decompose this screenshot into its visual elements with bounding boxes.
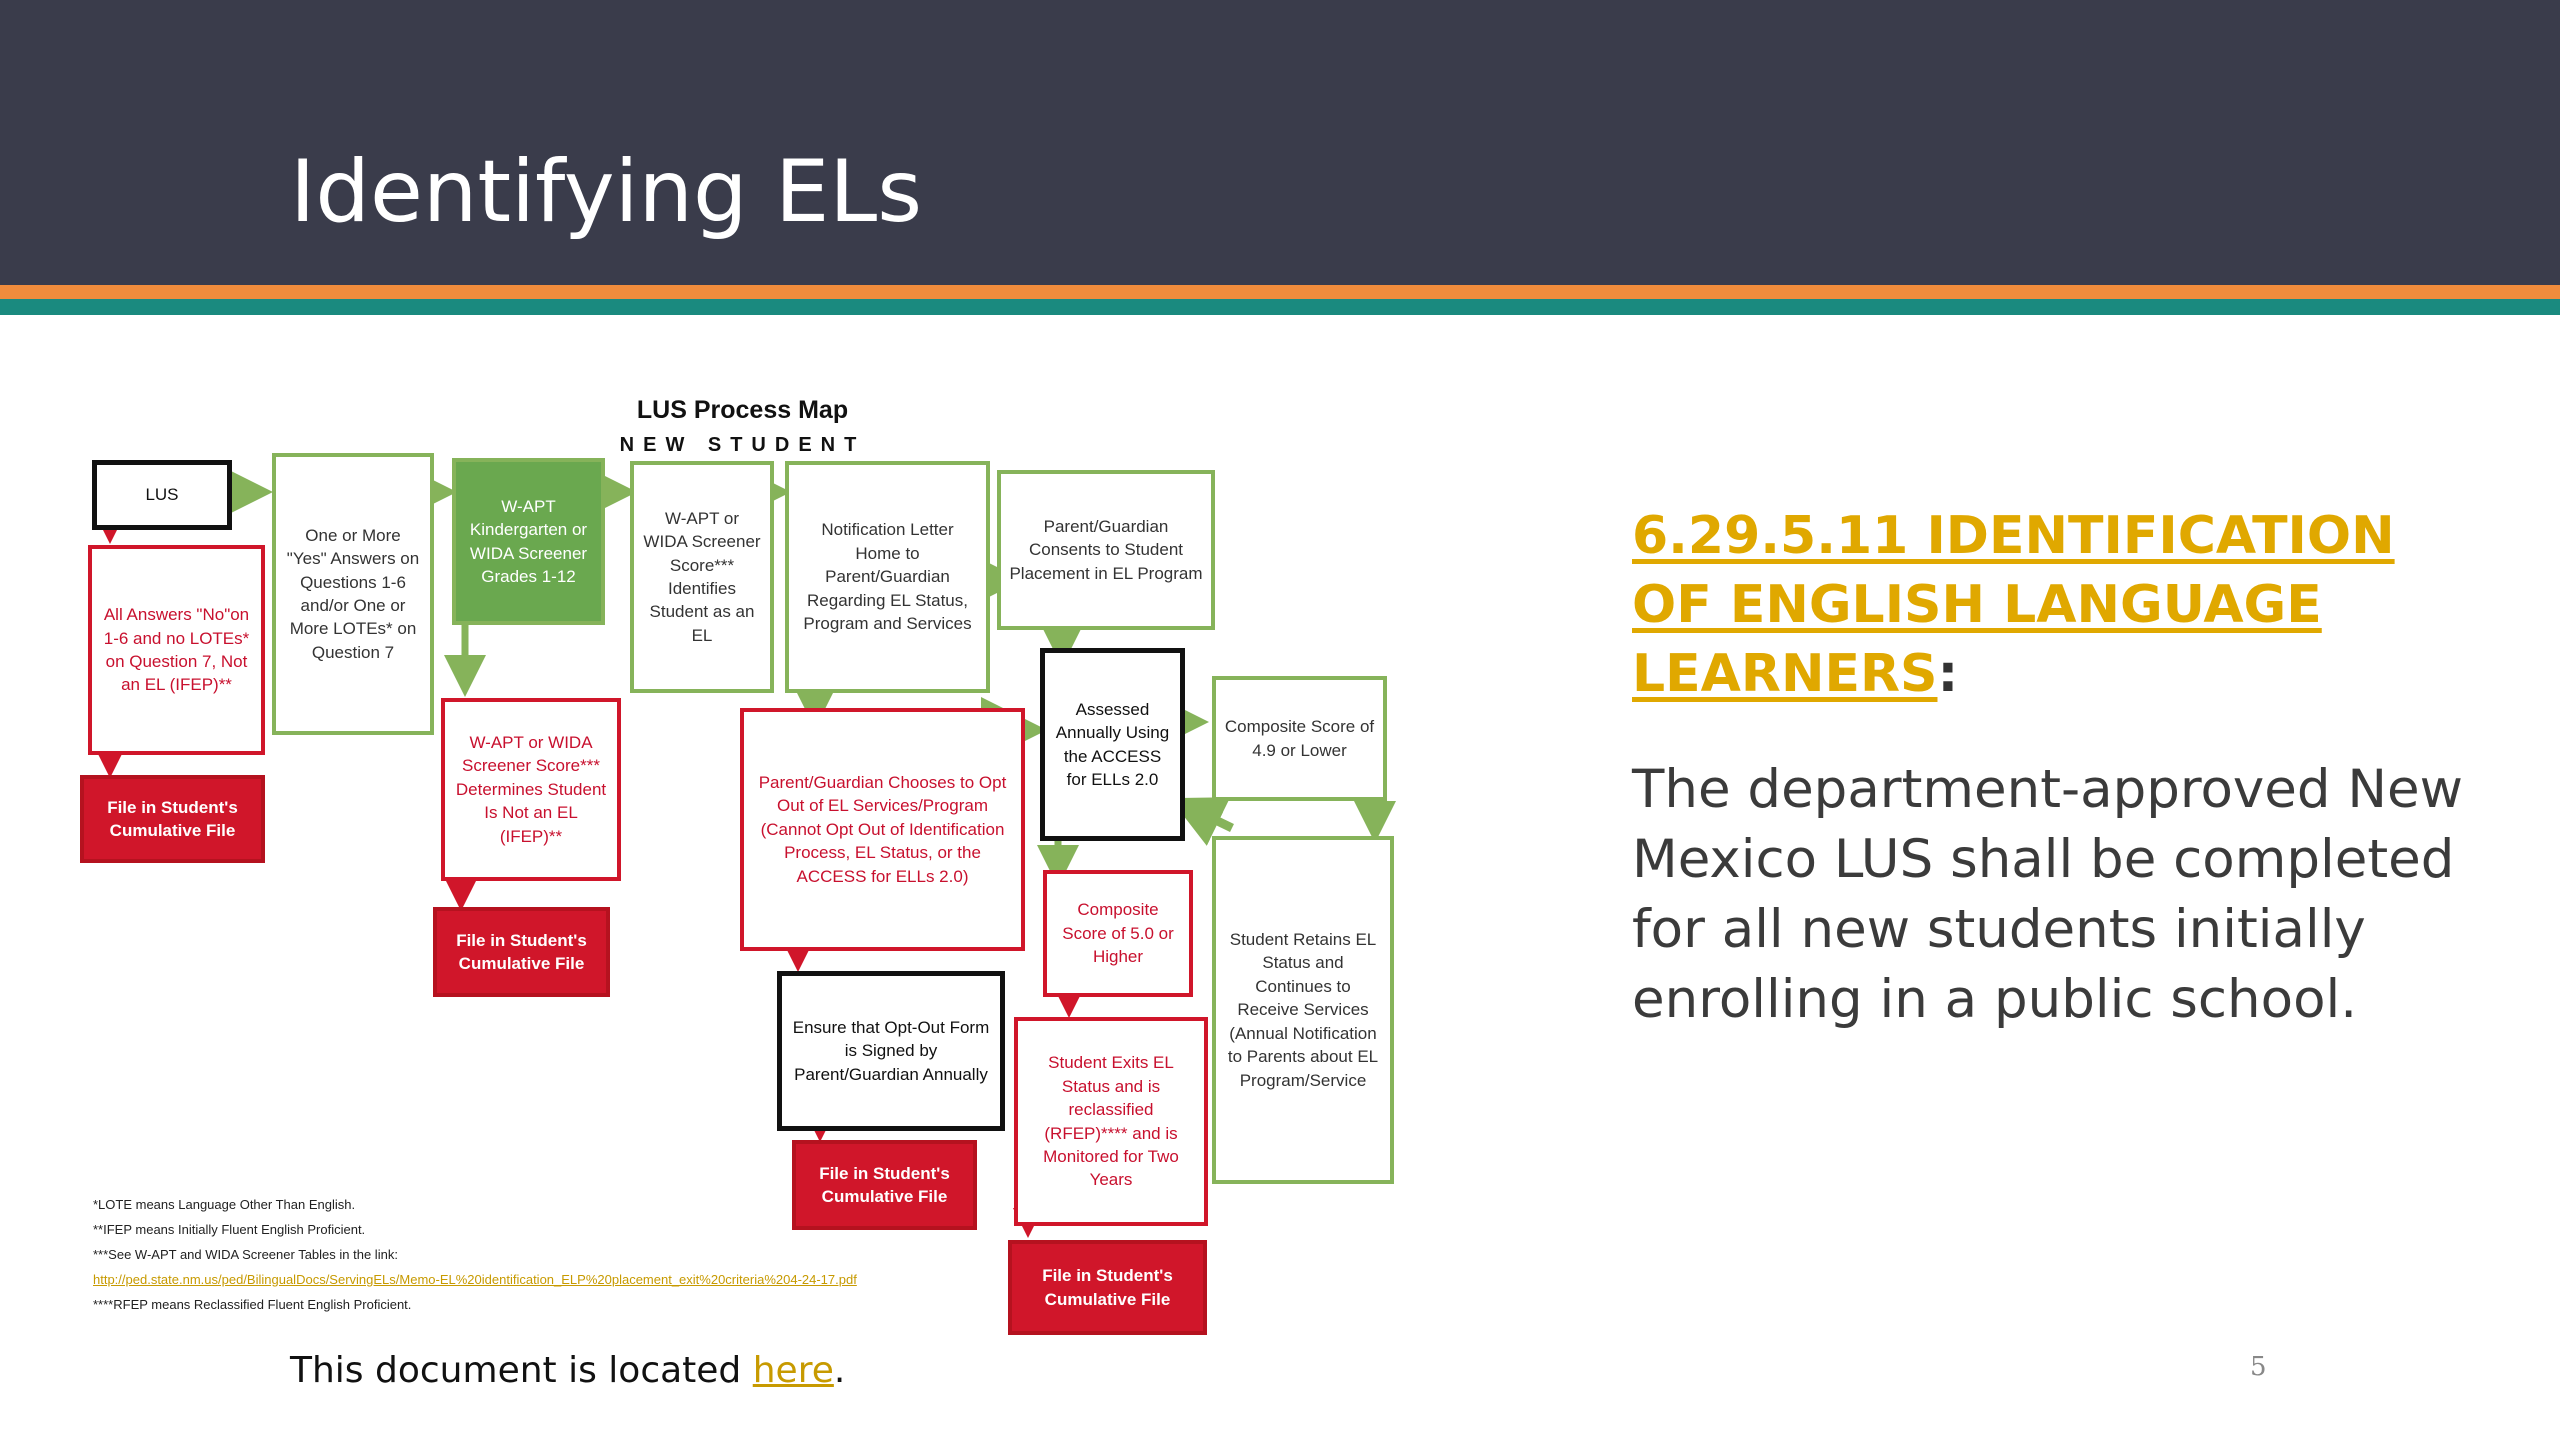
node-file-cumulative-3: File in Student's Cumulative File xyxy=(792,1140,977,1230)
process-map-title: LUS Process Map xyxy=(636,396,849,424)
footnote-ifep: **IFEP means Initially Fluent English Proficient. xyxy=(93,1222,366,1237)
process-map-footnotes xyxy=(93,1192,857,1317)
node-file-cumulative-1: File in Student's Cumulative File xyxy=(80,775,265,863)
rule-heading-colon: : xyxy=(1937,644,1959,704)
node-lus: LUS xyxy=(92,460,232,530)
node-ensure-opt-out: Ensure that Opt-Out Form is Signed by Parent/Guardian Annually xyxy=(777,971,1005,1131)
node-file-cumulative-2: File in Student's Cumulative File xyxy=(433,907,610,997)
node-opt-out: Parent/Guardian Chooses to Opt Out of EL Services/Program (Cannot Opt Out of Identification Process, EL Status, or the ACCESS for ELLs 2.0) xyxy=(740,708,1025,951)
node-identifies-el: W-APT or WIDA Screener Score*** Identifies Student as an EL xyxy=(630,461,774,693)
arrow-retains-to-assessed xyxy=(1178,802,1232,828)
node-assessed-annually: Assessed Annually Using the ACCESS for ELLs 2.0 xyxy=(1040,648,1185,841)
rule-body-text: The department-approved New Mexico LUS shall be completed for all new students initially enrolling in a public school. xyxy=(1632,759,2463,1030)
rule-heading-link[interactable]: 6.29.5.11 IDENTIFICATION OF ENGLISH LANGUAGE LEARNERS xyxy=(1632,506,2395,704)
node-not-an-el: W-APT or WIDA Screener Score*** Determines Student Is Not an EL (IFEP)** xyxy=(441,698,621,881)
page-number: 5 xyxy=(2250,1352,2267,1382)
document-location-note xyxy=(290,1350,845,1391)
rule-heading xyxy=(1632,502,2452,709)
node-wapt-screener: W-APT Kindergarten or WIDA Screener Grades 1-12 xyxy=(452,458,605,625)
footnote-tables: ***See W-APT and WIDA Screener Tables in the link: xyxy=(93,1247,398,1262)
node-composite-low: Composite Score of 4.9 or Lower xyxy=(1212,676,1387,801)
process-map-subtitle: NEW STUDENT xyxy=(619,434,866,456)
node-student-retains-el: Student Retains EL Status and Continues to Receive Services (Annual Notification to Parents about EL Program/Service xyxy=(1212,836,1394,1184)
node-student-exits: Student Exits EL Status and is reclassified (RFEP)**** and is Monitored for Two Years xyxy=(1014,1017,1208,1226)
node-parent-consents: Parent/Guardian Consents to Student Placement in EL Program xyxy=(997,470,1215,630)
node-one-or-more-yes: One or More "Yes" Answers on Questions 1-6 and/or One or More LOTEs* on Question 7 xyxy=(272,453,434,735)
node-file-cumulative-4: File in Student's Cumulative File xyxy=(1008,1240,1207,1335)
footnote-rfep: ****RFEP means Reclassified Fluent English Proficient. xyxy=(93,1297,412,1312)
document-here-link[interactable]: here xyxy=(752,1350,834,1391)
slide-title: Identifying ELs xyxy=(290,142,923,242)
footnote-tables-link[interactable]: http://ped.state.nm.us/ped/BilingualDocs/ServingELs/Memo-EL%20identification_ELP%20placement_exit%20criteria%204-24-17.pdf xyxy=(93,1272,857,1287)
document-location-text: This document is located xyxy=(290,1350,753,1391)
node-notification-letter: Notification Letter Home to Parent/Guardian Regarding EL Status, Program and Services xyxy=(785,461,990,693)
document-location-suffix: . xyxy=(833,1350,846,1391)
footnote-lote: *LOTE means Language Other Than English. xyxy=(93,1197,356,1212)
node-composite-high: Composite Score of 5.0 or Higher xyxy=(1043,870,1193,997)
node-all-answers-no: All Answers "No"on 1-6 and no LOTEs* on Question 7, Not an EL (IFEP)** xyxy=(88,545,265,755)
